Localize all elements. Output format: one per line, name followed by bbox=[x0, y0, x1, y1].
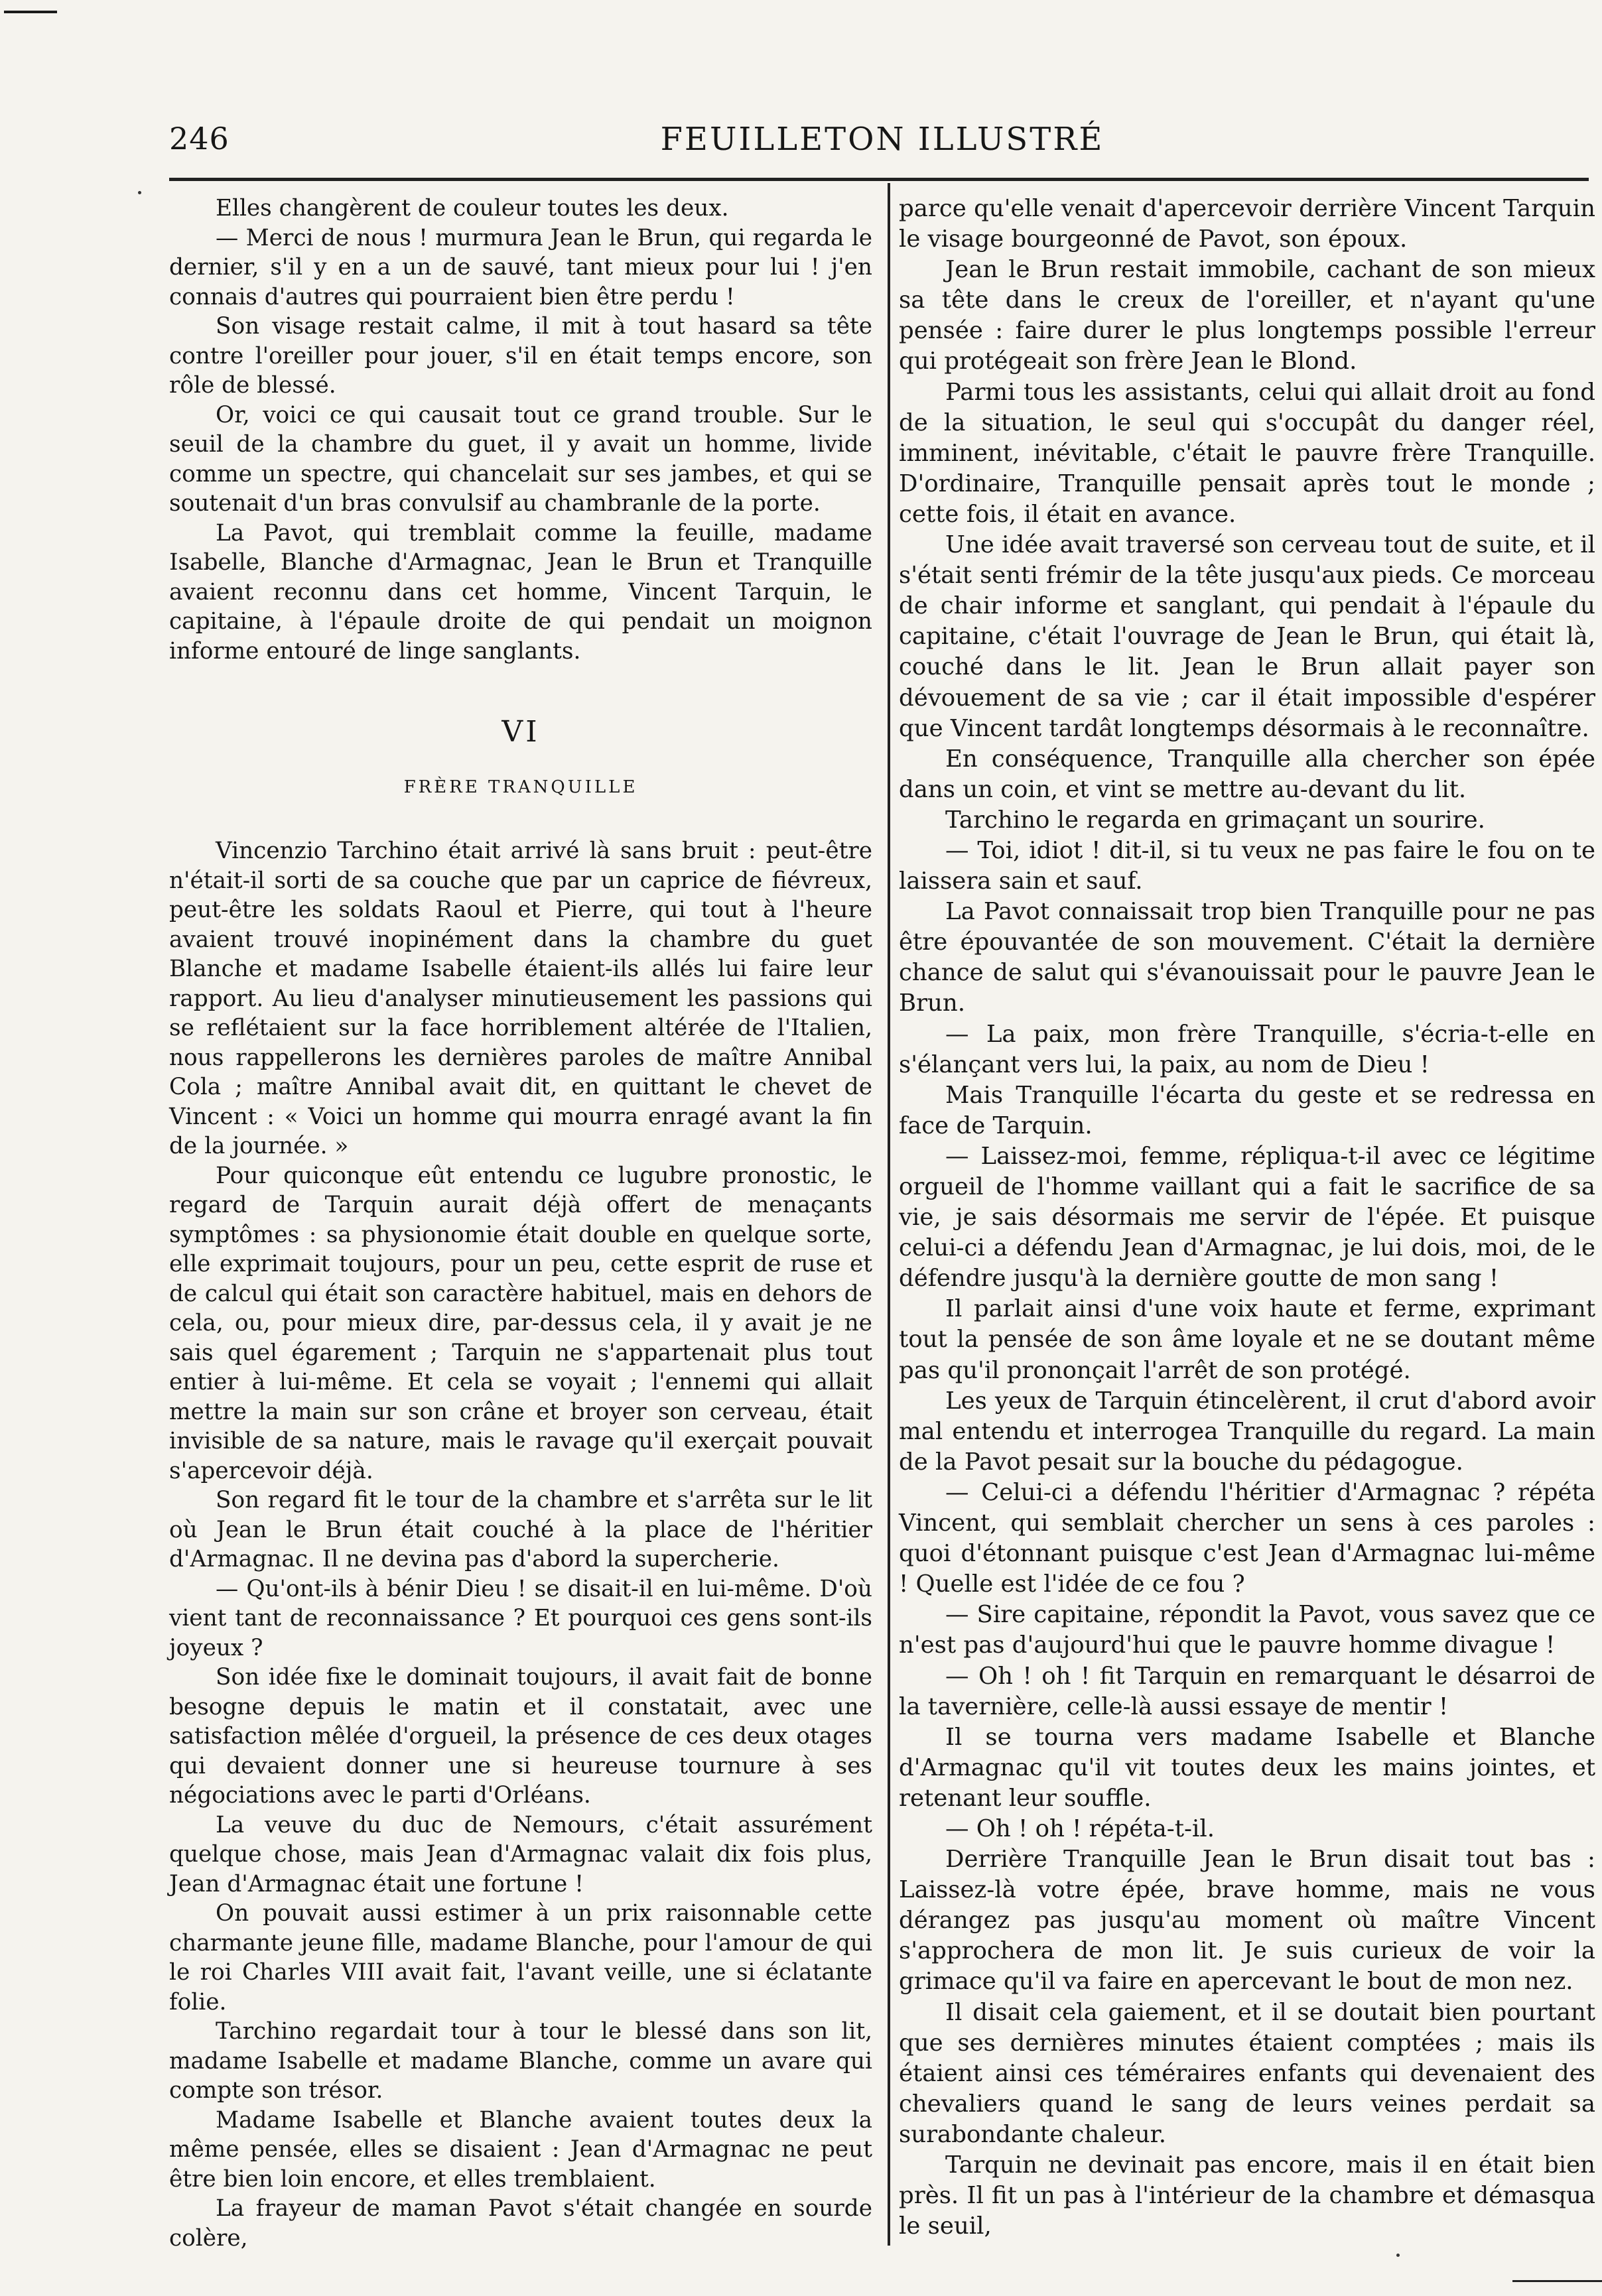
paragraph: — Toi, idiot ! dit-il, si tu veux ne pas faire le fou on te laissera sain et sauf. bbox=[899, 836, 1595, 895]
paragraph: Il se tourna vers madame Isabelle et Blanche d'Armagnac qu'il vit toutes deux les mains jointes, et retenant leur souffle. bbox=[899, 1723, 1595, 1812]
paragraph: Son idée fixe le dominait toujours, il avait fait de bonne besogne depuis le matin et il constatait, avec une satisfaction mêlée d'orgueil, la présence de ces deux otages qui devaient donner une si heureuse tournure à ses négociations avec le parti d'Orléans. bbox=[169, 1664, 872, 1809]
running-title: FEUILLETON ILLUSTRÉ bbox=[660, 121, 1104, 158]
paragraph-continuation: parce qu'elle venait d'apercevoir derrière Vincent Tarquin le visage bourgeonné de Pavot, son époux. bbox=[899, 195, 1595, 253]
paragraph: Tarquin ne devinait pas encore, mais il en était bien près. Il fit un pas à l'intérieur de la chambre et démasqua le seuil, bbox=[899, 2151, 1595, 2240]
paragraph: Parmi tous les assistants, celui qui allait droit au fond de la situation, le seul qui s'occupât du danger réel, imminent, inévitable, c'était le pauvre frère Tranquille. D'ordinaire, Tranquille pensait après tout le monde ; cette fois, il était en avance. bbox=[899, 378, 1595, 528]
paragraph: — Oh ! oh ! fit Tarquin en remarquant le désarroi de la tavernière, celle-là aussi essaye de mentir ! bbox=[899, 1662, 1595, 1720]
paragraph: Pour quiconque eût entendu ce lugubre pronostic, le regard de Tarquin aurait déjà offert de menaçants symptômes : sa physionomie était double en quelque sorte, elle exprimait toujours, pour un peu, cette esprit de ruse et de calcul qui était son caractère habituel, mais en dehors de cela, ou, pour mieux dire, par-dessus cela, il y avait je ne sais quel égarement ; Tarquin ne s'appartenait plus tout entier à lui-même. Et cela se voyait ; l'ennemi qui allait mettre la main sur son crâne et broyer son cerveau, était invisible de sa nature, mais le ravage qu'il exerçait pouvait s'apercevoir déjà. bbox=[169, 1162, 872, 1484]
paragraph: Or, voici ce qui causait tout ce grand trouble. Sur le seuil de la chambre du guet, il y avait un homme, livide comme un spectre, qui chancelait sur ses jambes, et qui se soutenait d'un bras convulsif au chambranle de la porte. bbox=[169, 401, 872, 517]
paragraph: Une idée avait traversé son cerveau tout de suite, et il s'était senti frémir de la tête jusqu'aux pieds. Ce morceau de chair informe et sanglant, qui pendait à l'épaule du capitaine, c'était l'ouvrage de Jean le Brun, qui était là, couché dans le lit. Jean le Brun allait payer son dévouement de sa vie ; car il était impossible d'espérer que Vincent tardât longtemps désormais à le reconnaître. bbox=[899, 531, 1595, 742]
chapter-number: VI bbox=[501, 715, 540, 749]
paragraph: La Pavot connaissait trop bien Tranquille pour ne pas être épouvantée de son mouvement. C'était la dernière chance de salut qui s'évanouissait pour le pauvre Jean le Brun. bbox=[899, 898, 1595, 1017]
paragraph: Vincenzio Tarchino était arrivé là sans bruit : peut-être n'était-il sorti de sa couche que par un caprice de fiévreux, peut-être les soldats Raoul et Pierre, qui tout à l'heure avaient trouvé inopinément dans la chambre du guet Blanche et madame Isabelle étaient-ils allés lui faire leur rapport. Au lieu d'analyser minutieusement les passions qui se reflétaient sur la face horriblement altérée de l'Italien, nous rappellerons les dernières paroles de maître Annibal Cola ; maître Annibal avait dit, en quittant le chevet de Vincent : « Voici un homme qui mourra enragé avant la fin de la journée. » bbox=[169, 838, 872, 1159]
paragraph: Tarchino regardait tour à tour le blessé dans son lit, madame Isabelle et madame Blanche, comme un avare qui compte son trésor. bbox=[169, 2018, 872, 2104]
paragraph: — Sire capitaine, répondit la Pavot, vous savez que ce n'est pas d'aujourd'hui que le pauvre homme divague ! bbox=[899, 1601, 1595, 1659]
paragraph: — Merci de nous ! murmura Jean le Brun, qui regarda le dernier, s'il y en a un de sauvé, tant mieux pour lui ! j'en connais d'autres qui pourraient bien être perdu ! bbox=[169, 224, 872, 310]
paragraph: Son regard fit le tour de la chambre et s'arrêta sur le lit où Jean le Brun était couché à la place de l'héritier d'Armagnac. Il ne devina pas d'abord la supercherie. bbox=[169, 1487, 872, 1572]
chapter-title: FRÈRE TRANQUILLE bbox=[403, 777, 638, 797]
paragraph: Il parlait ainsi d'une voix haute et ferme, exprimant tout la pensée de son âme loyale et ne se doutant même pas qu'il prononçait l'arrêt de son protégé. bbox=[899, 1295, 1595, 1384]
ink-speck bbox=[138, 191, 141, 194]
paragraph: Madame Isabelle et Blanche avaient toutes deux la même pensée, elles se disaient : Jean d'Armagnac ne peut être bien loin encore, et elles tremblaient. bbox=[169, 2106, 872, 2193]
bottom-rule bbox=[1512, 2280, 1602, 2282]
page-number: 246 bbox=[169, 121, 230, 157]
paragraph: La Pavot, qui tremblait comme la feuille, madame Isabelle, Blanche d'Armagnac, Jean le Brun et Tranquille avaient reconnu dans cet homme, Vincent Tarquin, le capitaine, à l'épaule droite de qui pendait un moignon informe entouré de linge sanglants. bbox=[169, 519, 872, 665]
header-rule bbox=[169, 178, 1589, 181]
paragraph: — Celui-ci a défendu l'héritier d'Armagnac ? répéta Vincent, qui semblait chercher un sens à ces paroles : quoi d'étonnant puisque c'est Jean d'Armagnac lui-même ! Quelle est l'idée de ce fou ? bbox=[899, 1478, 1595, 1598]
paragraph: — Qu'ont-ils à bénir Dieu ! se disait-il en lui-même. D'où vient tant de reconnaissance ? Et pourquoi ces gens sont-ils joyeux ? bbox=[169, 1575, 872, 1661]
paragraph: Les yeux de Tarquin étincelèrent, il crut d'abord avoir mal entendu et interrogea Tranquille du regard. La main de la Pavot pesait sur la bouche du pédagogue. bbox=[899, 1387, 1595, 1476]
paragraph: — La paix, mon frère Tranquille, s'écria-t-elle en s'élançant vers lui, la paix, au nom de Dieu ! bbox=[899, 1020, 1595, 1078]
paragraph: Tarchino le regarda en grimaçant un sourire. bbox=[945, 806, 1485, 834]
paragraph: Mais Tranquille l'écarta du geste et se redressa en face de Tarquin. bbox=[899, 1081, 1595, 1139]
page-header bbox=[169, 111, 1595, 171]
paragraph: Elles changèrent de couleur toutes les deux. bbox=[216, 195, 729, 222]
paragraph: — Laissez-moi, femme, répliqua-t-il avec ce légitime orgueil de l'homme vaillant qui a fait le sacrifice de sa vie, je sais désormais me servir de l'épée. Et puisque celui-ci a défendu Jean d'Armagnac, je lui dois, moi, de le défendre jusqu'à la dernière goutte de mon sang ! bbox=[899, 1142, 1595, 1293]
paragraph: — Oh ! oh ! répéta-t-il. bbox=[945, 1815, 1215, 1842]
paragraph: Derrière Tranquille Jean le Brun disait tout bas : Laissez-là votre épée, brave homme, mais ne vous dérangez pas jusqu'au moment où maître Vincent s'approchera de mon lit. Je suis curieux de voir la grimace qu'il va faire en apercevant le bout de mon nez. bbox=[899, 1846, 1595, 1996]
paragraph: La veuve du duc de Nemours, c'était assurément quelque chose, mais Jean d'Armagnac valait dix fois plus, Jean d'Armagnac était une fortune ! bbox=[169, 1811, 872, 1897]
paragraph: La frayeur de maman Pavot s'était changée en sourde colère, bbox=[169, 2195, 872, 2252]
paragraph: En conséquence, Tranquille alla chercher son épée dans un coin, et vint se mettre au-devant du lit. bbox=[899, 745, 1595, 803]
paragraph: Il disait cela gaiement, et il se doutait bien pourtant que ses dernières minutes étaient comptées ; mais ils étaient ainsi ces téméraires enfants qui devenaient des chevaliers quand le sang de leurs veines perdait sa surabondante chaleur. bbox=[899, 1998, 1595, 2148]
column-divider bbox=[888, 183, 890, 2246]
right-column bbox=[899, 194, 1595, 2242]
paragraph: Son visage restait calme, il mit à tout hasard sa tête contre l'oreiller pour jouer, s'il en était temps encore, son rôle de blessé. bbox=[169, 313, 872, 399]
corner-mark bbox=[4, 11, 57, 13]
ink-speck bbox=[1396, 2254, 1400, 2257]
paragraph: On pouvait aussi estimer à un prix raisonnable cette charmante jeune fille, madame Blanche, pour l'amour de qui le roi Charles VIII avait fait, l'avant veille, une si éclatante folie. bbox=[169, 1900, 872, 2015]
left-column bbox=[169, 194, 872, 2253]
paragraph: Jean le Brun restait immobile, cachant de son mieux sa tête dans le creux de l'oreiller, et n'ayant qu'une pensée : faire durer le plus longtemps possible l'erreur qui protégeait son frère Jean le Blond. bbox=[899, 256, 1595, 375]
